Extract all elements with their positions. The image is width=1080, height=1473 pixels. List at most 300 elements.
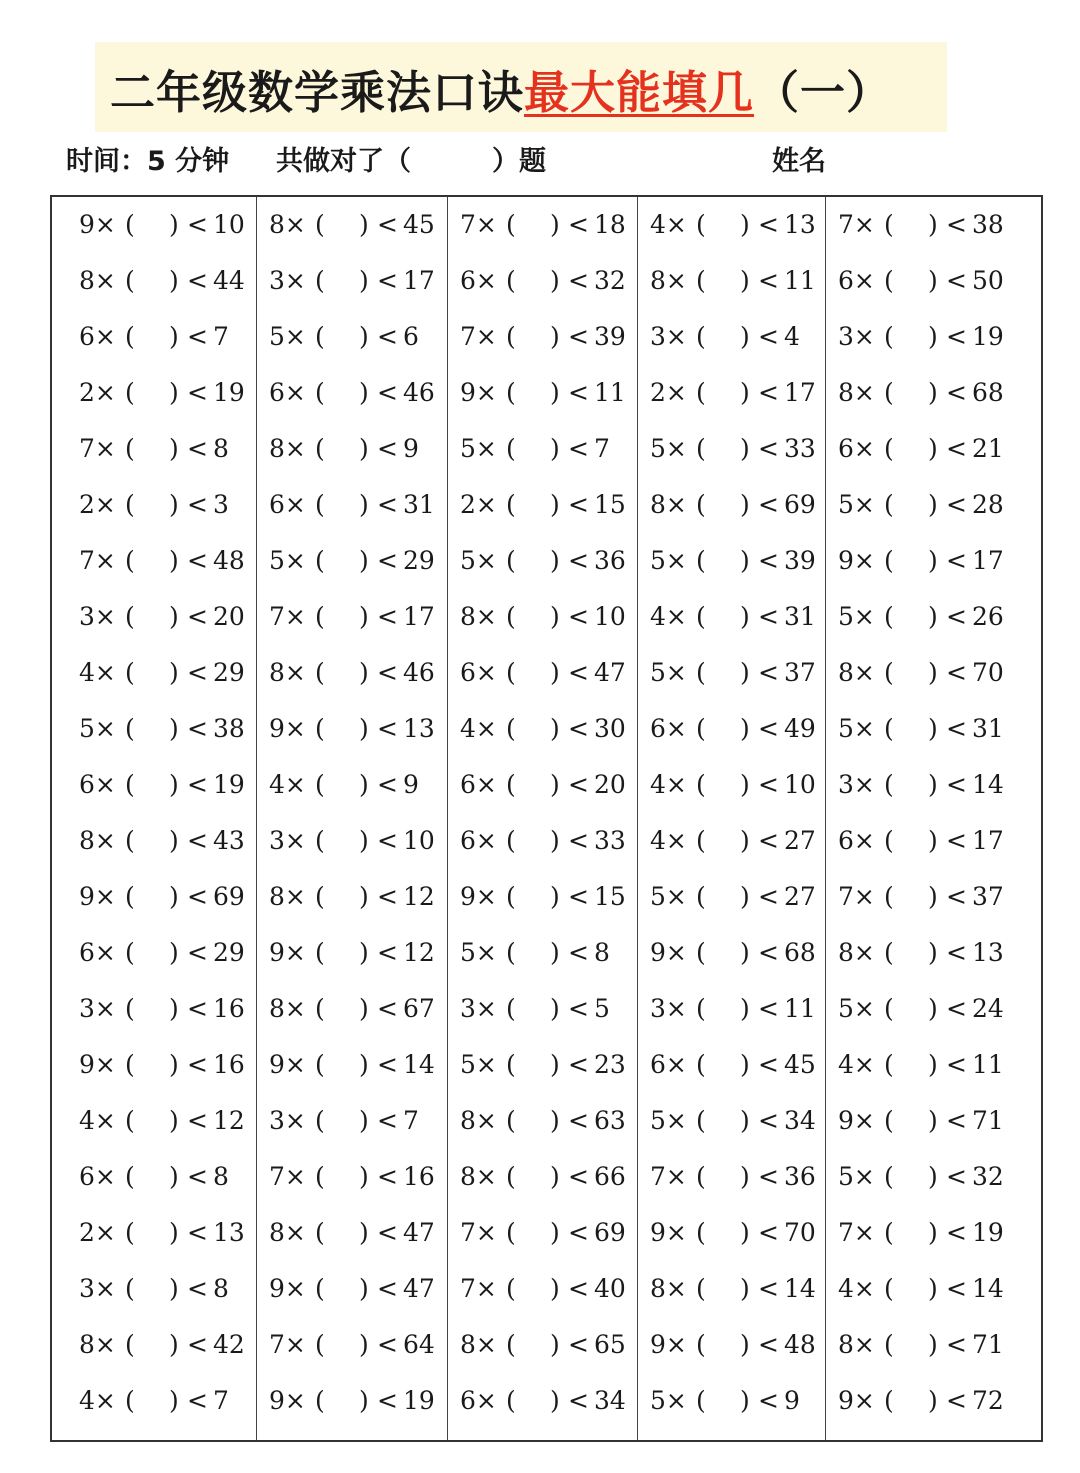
answer-blank[interactable]: [506, 253, 568, 309]
multiplier: [269, 197, 315, 253]
close-paren: ): [169, 826, 179, 855]
times-sign: ×: [665, 266, 687, 295]
answer-blank[interactable]: [696, 309, 758, 365]
times-sign: ×: [284, 1330, 306, 1359]
answer-blank[interactable]: [315, 645, 377, 701]
answer-blank[interactable]: [506, 757, 568, 813]
answer-blank[interactable]: [884, 701, 946, 757]
multiplier-value: 5: [650, 546, 666, 575]
limit: [946, 365, 1004, 421]
less-than-sign: <: [758, 938, 779, 967]
less-than-sign: <: [758, 602, 779, 631]
times-sign: ×: [284, 770, 306, 799]
open-paren: (: [696, 210, 706, 239]
limit: [758, 1037, 816, 1093]
answer-blank[interactable]: [315, 477, 377, 533]
times-sign: ×: [284, 1106, 306, 1135]
answer-blank[interactable]: [696, 477, 758, 533]
multiplier: [650, 477, 696, 533]
exercise-item: [52, 365, 256, 421]
multiplier: [838, 365, 884, 421]
answer-blank[interactable]: [125, 1373, 187, 1429]
answer-blank[interactable]: [884, 309, 946, 365]
answer-blank[interactable]: [884, 197, 946, 253]
less-than-sign: <: [946, 322, 967, 351]
exercise-item: [826, 253, 1041, 309]
times-sign: ×: [475, 826, 497, 855]
close-paren: ): [359, 1050, 369, 1079]
exercise-item: [638, 533, 825, 589]
limit: [568, 645, 626, 701]
answer-blank[interactable]: [125, 1149, 187, 1205]
limit-value: 10: [593, 602, 626, 631]
answer-blank[interactable]: [884, 1093, 946, 1149]
answer-blank[interactable]: [696, 253, 758, 309]
answer-blank[interactable]: [696, 421, 758, 477]
times-sign: ×: [94, 938, 116, 967]
close-paren: ): [550, 1106, 560, 1135]
answer-blank[interactable]: [696, 1149, 758, 1205]
answer-blank[interactable]: [506, 1205, 568, 1261]
answer-blank[interactable]: [315, 421, 377, 477]
close-paren: ): [928, 434, 938, 463]
multiplier: [79, 813, 125, 869]
multiplier: [838, 701, 884, 757]
answer-blank[interactable]: [884, 925, 946, 981]
answer-blank[interactable]: [125, 1037, 187, 1093]
answer-blank[interactable]: [506, 1037, 568, 1093]
open-paren: (: [125, 1330, 135, 1359]
less-than-sign: <: [946, 770, 967, 799]
close-paren: ): [550, 602, 560, 631]
limit-value: 11: [783, 994, 816, 1023]
limit-value: 7: [402, 1106, 419, 1135]
answer-blank[interactable]: [506, 1373, 568, 1429]
limit-value: 15: [593, 882, 626, 911]
answer-blank[interactable]: [884, 533, 946, 589]
limit: [758, 1093, 816, 1149]
limit: [187, 701, 245, 757]
limit: [568, 589, 626, 645]
open-paren: (: [696, 938, 706, 967]
exercise-item: [638, 253, 825, 309]
answer-blank[interactable]: [696, 1261, 758, 1317]
answer-blank[interactable]: [506, 1261, 568, 1317]
answer-blank[interactable]: [696, 813, 758, 869]
open-paren: (: [125, 770, 135, 799]
limit-value: 47: [402, 1218, 435, 1247]
limit-value: 10: [783, 770, 816, 799]
open-paren: (: [884, 602, 894, 631]
answer-blank[interactable]: [125, 253, 187, 309]
limit: [377, 533, 435, 589]
less-than-sign: <: [377, 882, 398, 911]
limit-value: 64: [402, 1330, 435, 1359]
times-sign: ×: [284, 714, 306, 743]
answer-blank[interactable]: [884, 757, 946, 813]
answer-blank[interactable]: [506, 533, 568, 589]
limit: [758, 1373, 800, 1429]
times-sign: ×: [853, 1050, 875, 1079]
answer-blank[interactable]: [506, 1093, 568, 1149]
times-sign: ×: [853, 1106, 875, 1135]
close-paren: ): [359, 658, 369, 687]
exercise-item: [638, 1037, 825, 1093]
answer-blank[interactable]: [696, 197, 758, 253]
limit-value: 9: [783, 1386, 800, 1415]
times-sign: ×: [94, 714, 116, 743]
close-paren: ): [740, 826, 750, 855]
answer-blank[interactable]: [506, 645, 568, 701]
answer-blank[interactable]: [125, 421, 187, 477]
answer-blank[interactable]: [506, 813, 568, 869]
title-main: 二年级数学乘法口诀: [110, 66, 525, 119]
limit: [946, 701, 1004, 757]
answer-blank[interactable]: [884, 589, 946, 645]
close-paren: ): [169, 994, 179, 1023]
answer-blank[interactable]: [506, 197, 568, 253]
multiplier-value: 9: [79, 210, 95, 239]
answer-blank[interactable]: [315, 1093, 377, 1149]
times-sign: ×: [475, 546, 497, 575]
less-than-sign: <: [758, 826, 779, 855]
multiplier: [269, 1037, 315, 1093]
answer-blank[interactable]: [315, 701, 377, 757]
answer-blank[interactable]: [884, 1205, 946, 1261]
answer-blank[interactable]: [506, 421, 568, 477]
exercise-item: [448, 477, 637, 533]
answer-blank[interactable]: [125, 925, 187, 981]
multiplier: [460, 533, 506, 589]
exercise-item: [638, 309, 825, 365]
answer-blank[interactable]: [315, 1205, 377, 1261]
answer-blank[interactable]: [315, 589, 377, 645]
answer-blank[interactable]: [125, 477, 187, 533]
multiplier: [460, 589, 506, 645]
times-sign: ×: [853, 490, 875, 519]
answer-blank[interactable]: [506, 477, 568, 533]
less-than-sign: <: [946, 938, 967, 967]
answer-blank[interactable]: [696, 1037, 758, 1093]
answer-blank[interactable]: [315, 197, 377, 253]
times-sign: ×: [475, 322, 497, 351]
exercise-item: [826, 981, 1041, 1037]
close-paren: ): [169, 434, 179, 463]
answer-blank[interactable]: [125, 981, 187, 1037]
answer-blank[interactable]: [506, 1149, 568, 1205]
open-paren: (: [884, 1330, 894, 1359]
answer-blank[interactable]: [696, 981, 758, 1037]
close-paren: ): [740, 882, 750, 911]
less-than-sign: <: [946, 378, 967, 407]
answer-blank[interactable]: [696, 365, 758, 421]
multiplier: [650, 309, 696, 365]
multiplier: [650, 981, 696, 1037]
exercise-item: [448, 701, 637, 757]
answer-blank[interactable]: [315, 365, 377, 421]
limit: [187, 813, 245, 869]
answer-blank[interactable]: [696, 645, 758, 701]
less-than-sign: <: [946, 490, 967, 519]
exercise-item: [638, 757, 825, 813]
exercise-item: [448, 869, 637, 925]
less-than-sign: <: [568, 658, 589, 687]
name-field-label[interactable]: 姓名: [772, 146, 826, 177]
limit-value: 50: [971, 266, 1004, 295]
answer-blank[interactable]: [884, 981, 946, 1037]
answer-blank[interactable]: [506, 925, 568, 981]
open-paren: (: [315, 378, 325, 407]
answer-blank[interactable]: [315, 981, 377, 1037]
close-paren: ): [359, 490, 369, 519]
multiplier-value: 7: [460, 322, 476, 351]
answer-blank[interactable]: [696, 925, 758, 981]
answer-blank[interactable]: [696, 701, 758, 757]
less-than-sign: <: [946, 994, 967, 1023]
answer-blank[interactable]: [315, 1261, 377, 1317]
open-paren: (: [506, 1218, 516, 1247]
exercise-item: [826, 197, 1041, 253]
close-paren: ): [740, 266, 750, 295]
answer-blank[interactable]: [315, 813, 377, 869]
times-sign: ×: [853, 266, 875, 295]
answer-blank[interactable]: [125, 589, 187, 645]
answer-blank[interactable]: [315, 925, 377, 981]
answer-blank[interactable]: [125, 533, 187, 589]
close-paren: ): [359, 210, 369, 239]
multiplier-value: 2: [79, 490, 95, 519]
multiplier: [269, 421, 315, 477]
limit: [946, 981, 1004, 1037]
times-sign: ×: [475, 266, 497, 295]
limit: [377, 981, 435, 1037]
limit: [946, 869, 1004, 925]
answer-blank[interactable]: [125, 1205, 187, 1261]
answer-blank[interactable]: [696, 533, 758, 589]
multiplier-value: 6: [79, 1162, 95, 1191]
times-sign: ×: [853, 210, 875, 239]
answer-blank[interactable]: [315, 1037, 377, 1093]
less-than-sign: <: [758, 322, 779, 351]
limit: [946, 1261, 1004, 1317]
times-sign: ×: [94, 434, 116, 463]
times-sign: ×: [284, 602, 306, 631]
exercise-item: [448, 533, 637, 589]
multiplier: [460, 365, 506, 421]
answer-blank[interactable]: [884, 1037, 946, 1093]
answer-blank[interactable]: [315, 309, 377, 365]
exercise-item: [826, 477, 1041, 533]
limit-value: 11: [971, 1050, 1004, 1079]
limit-value: 19: [212, 770, 245, 799]
exercise-item: [826, 589, 1041, 645]
answer-blank[interactable]: [315, 253, 377, 309]
answer-blank[interactable]: [884, 365, 946, 421]
limit: [187, 1261, 229, 1317]
close-paren: ): [359, 938, 369, 967]
close-paren: ): [928, 322, 938, 351]
answer-blank[interactable]: [884, 1317, 946, 1373]
limit-value: 37: [783, 658, 816, 687]
limit: [568, 869, 626, 925]
multiplier: [269, 925, 315, 981]
answer-blank[interactable]: [696, 1205, 758, 1261]
multiplier: [650, 421, 696, 477]
answer-blank[interactable]: [315, 1149, 377, 1205]
limit-value: 9: [402, 770, 419, 799]
answer-blank[interactable]: [506, 981, 568, 1037]
multiplier-value: 4: [650, 826, 666, 855]
multiplier: [460, 925, 506, 981]
answer-blank[interactable]: [884, 645, 946, 701]
limit-value: 4: [783, 322, 800, 351]
open-paren: (: [125, 1218, 135, 1247]
open-paren: (: [125, 434, 135, 463]
answer-blank[interactable]: [884, 1373, 946, 1429]
multiplier: [650, 869, 696, 925]
times-sign: ×: [475, 882, 497, 911]
multiplier-value: 2: [79, 1218, 95, 1247]
open-paren: (: [696, 322, 706, 351]
limit: [187, 1037, 245, 1093]
less-than-sign: <: [568, 1330, 589, 1359]
multiplier-value: 8: [79, 266, 95, 295]
answer-blank[interactable]: [125, 869, 187, 925]
open-paren: (: [315, 1330, 325, 1359]
multiplier-value: 6: [650, 1050, 666, 1079]
answer-blank[interactable]: [696, 1317, 758, 1373]
less-than-sign: <: [377, 658, 398, 687]
limit-value: 31: [783, 602, 816, 631]
times-sign: ×: [853, 658, 875, 687]
answer-blank[interactable]: [696, 757, 758, 813]
limit-value: 7: [212, 1386, 229, 1415]
answer-blank[interactable]: [696, 589, 758, 645]
answer-blank[interactable]: [125, 701, 187, 757]
less-than-sign: <: [758, 1218, 779, 1247]
limit-value: 21: [971, 434, 1004, 463]
open-paren: (: [315, 1386, 325, 1415]
times-sign: ×: [665, 1386, 687, 1415]
limit: [187, 1317, 245, 1373]
close-paren: ): [359, 770, 369, 799]
open-paren: (: [125, 1386, 135, 1415]
times-sign: ×: [284, 1162, 306, 1191]
answer-blank[interactable]: [315, 757, 377, 813]
answer-blank[interactable]: [506, 869, 568, 925]
limit: [187, 1093, 245, 1149]
answer-blank[interactable]: [506, 589, 568, 645]
close-paren: ): [169, 210, 179, 239]
limit-value: 19: [212, 378, 245, 407]
multiplier-value: 7: [79, 546, 95, 575]
close-paren: ): [169, 1330, 179, 1359]
answer-blank[interactable]: [884, 477, 946, 533]
answer-blank[interactable]: [125, 1261, 187, 1317]
exercise-item: [52, 421, 256, 477]
answer-blank[interactable]: [315, 869, 377, 925]
score-field[interactable]: 共做对了（ ）题: [276, 146, 546, 177]
answer-blank[interactable]: [125, 309, 187, 365]
answer-blank[interactable]: [884, 1149, 946, 1205]
open-paren: (: [506, 1050, 516, 1079]
multiplier-value: 5: [650, 658, 666, 687]
exercise-item: [52, 309, 256, 365]
answer-blank[interactable]: [125, 197, 187, 253]
answer-blank[interactable]: [696, 1373, 758, 1429]
exercise-item: [826, 1093, 1041, 1149]
exercise-item: [638, 925, 825, 981]
multiplier: [838, 477, 884, 533]
multiplier-value: 6: [79, 938, 95, 967]
exercise-item: [448, 981, 637, 1037]
times-sign: ×: [94, 826, 116, 855]
less-than-sign: <: [377, 1162, 398, 1191]
answer-blank[interactable]: [884, 1261, 946, 1317]
answer-blank[interactable]: [506, 701, 568, 757]
answer-blank[interactable]: [125, 757, 187, 813]
close-paren: ): [550, 546, 560, 575]
limit-value: 36: [783, 1162, 816, 1191]
times-sign: ×: [94, 1106, 116, 1135]
answer-blank[interactable]: [125, 645, 187, 701]
close-paren: ): [928, 1106, 938, 1135]
answer-blank[interactable]: [884, 813, 946, 869]
multiplier: [79, 309, 125, 365]
multiplier-value: 7: [650, 1162, 666, 1191]
answer-blank[interactable]: [125, 1093, 187, 1149]
less-than-sign: <: [187, 490, 208, 519]
times-sign: ×: [94, 994, 116, 1023]
answer-blank[interactable]: [125, 813, 187, 869]
close-paren: ): [169, 938, 179, 967]
answer-blank[interactable]: [125, 365, 187, 421]
limit-value: 12: [212, 1106, 245, 1135]
answer-blank[interactable]: [884, 253, 946, 309]
limit: [758, 925, 816, 981]
close-paren: ): [550, 770, 560, 799]
answer-blank[interactable]: [696, 869, 758, 925]
limit: [946, 253, 1004, 309]
answer-blank[interactable]: [506, 309, 568, 365]
multiplier-value: 9: [650, 1218, 666, 1247]
answer-blank[interactable]: [315, 1373, 377, 1429]
open-paren: (: [125, 1162, 135, 1191]
open-paren: (: [506, 434, 516, 463]
limit: [568, 981, 610, 1037]
answer-blank[interactable]: [125, 1317, 187, 1373]
less-than-sign: <: [946, 546, 967, 575]
answer-blank[interactable]: [884, 421, 946, 477]
close-paren: ): [550, 658, 560, 687]
answer-blank[interactable]: [506, 1317, 568, 1373]
exercise-item: [826, 365, 1041, 421]
answer-blank[interactable]: [506, 365, 568, 421]
less-than-sign: <: [187, 546, 208, 575]
answer-blank[interactable]: [884, 869, 946, 925]
times-sign: ×: [853, 826, 875, 855]
answer-blank[interactable]: [696, 1093, 758, 1149]
times-sign: ×: [94, 1274, 116, 1303]
limit: [758, 533, 816, 589]
times-sign: ×: [665, 658, 687, 687]
times-sign: ×: [853, 1274, 875, 1303]
answer-blank[interactable]: [315, 1317, 377, 1373]
answer-blank[interactable]: [315, 533, 377, 589]
multiplier: [460, 1205, 506, 1261]
multiplier: [838, 253, 884, 309]
close-paren: ): [359, 266, 369, 295]
